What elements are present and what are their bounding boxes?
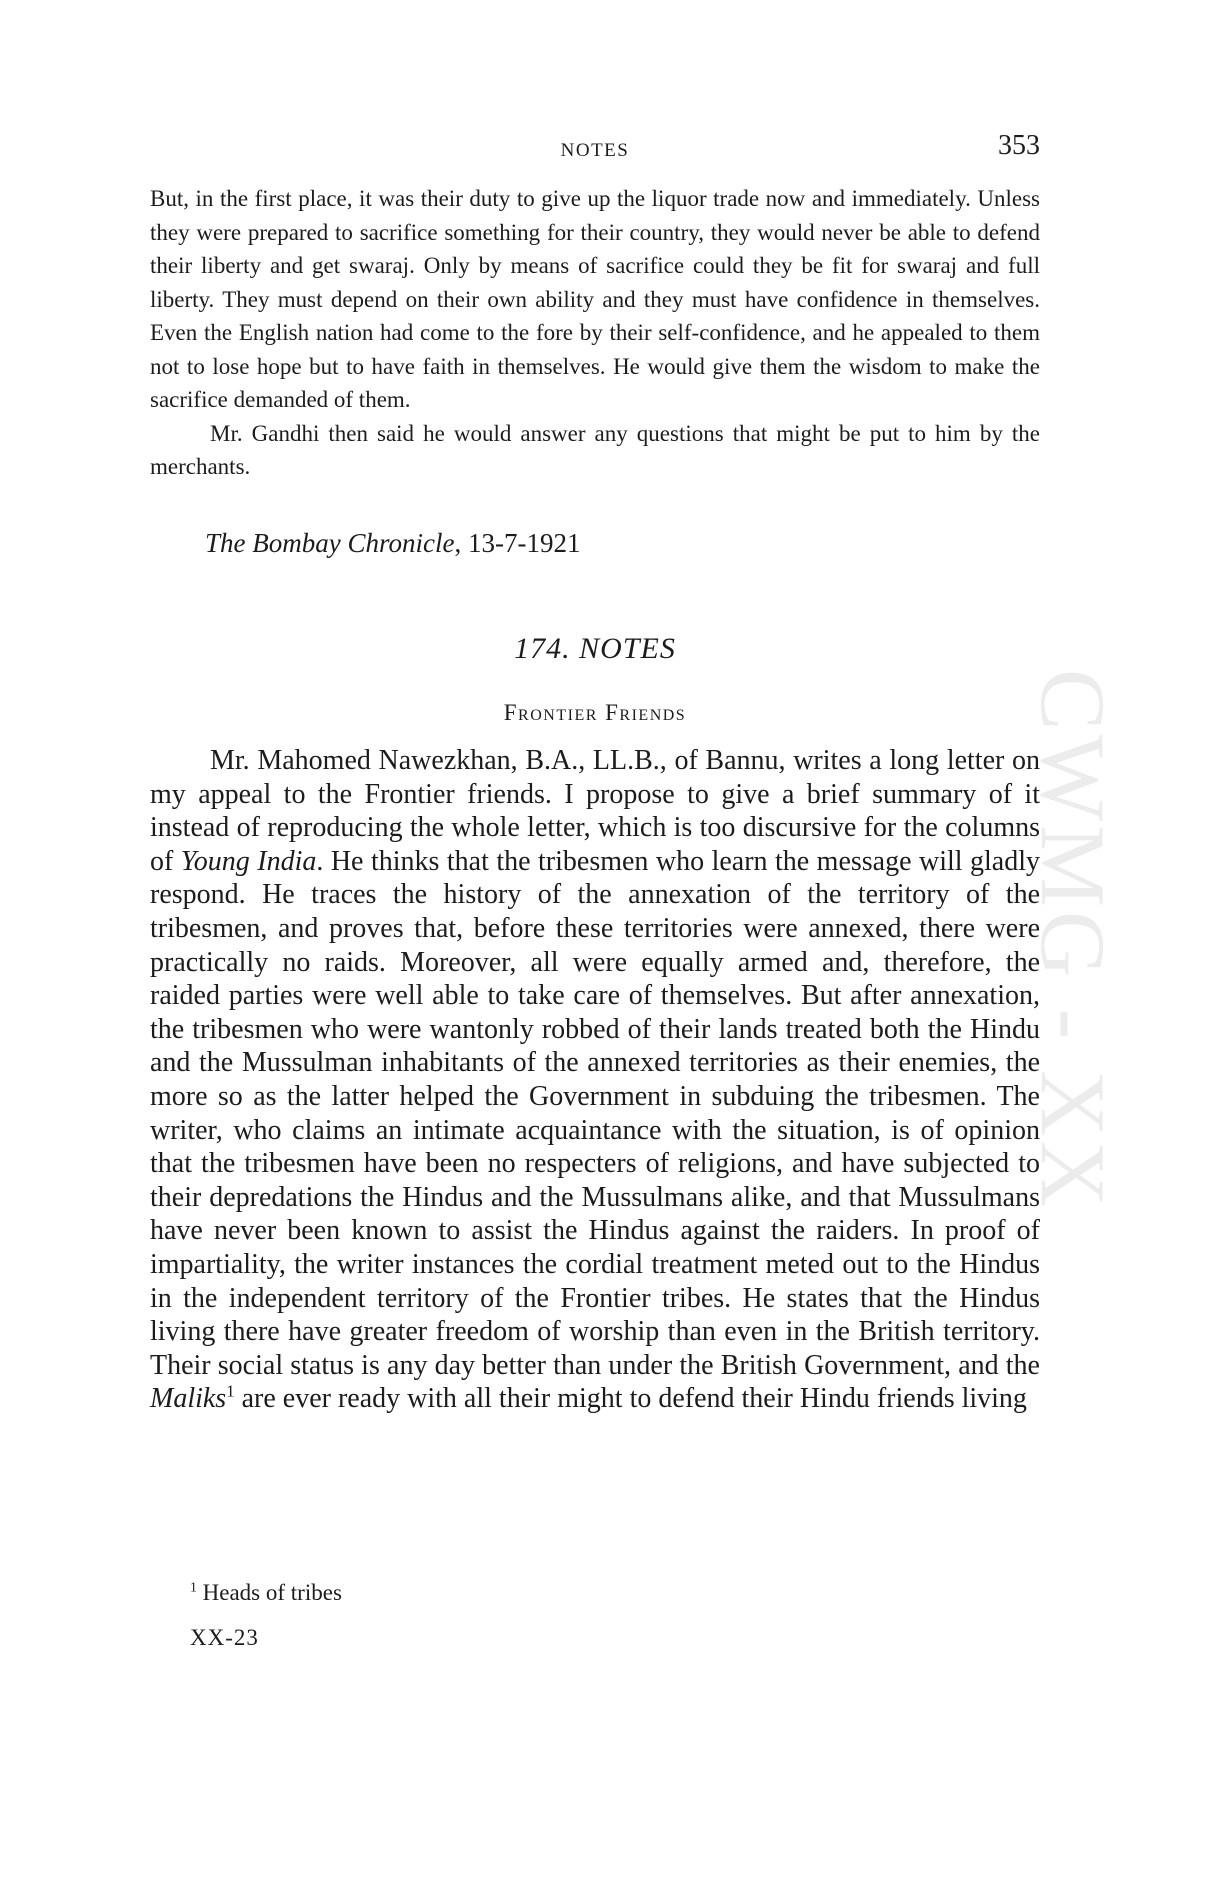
source-citation <box>205 528 905 559</box>
source-date: , 13-7-1921 <box>454 528 581 558</box>
signature-mark: XX-23 <box>190 1625 259 1650</box>
watermark-text: CWMG - XX <box>1022 669 1124 1211</box>
running-head <box>150 130 1040 166</box>
footnote-marker: 1 <box>226 1381 235 1401</box>
source-publication: The Bombay Chronicle <box>205 528 455 558</box>
maliks-italic: Maliks <box>150 1383 227 1415</box>
section-title: Frontier Friends <box>503 700 687 725</box>
paragraph-liquor-trade: But, in the first place, it was their duty to give up the liquor trade now and immediately. Unless they were prepared to sacrifice something for their country, they would never be able to defend their liberty and get swaraj. Only by means of sacrifice could they be fit for swaraj and full liberty. They must depend on their own ability and they must have confidence in themselves. Even the English nation had come to the fore by their self-confidence, and he appealed to them not to lose hope but to have faith in themselves. He would give them the wisdom to make the sacrifice demanded of them. <box>150 186 1040 412</box>
article-text-3: are ever ready with all their might to defend their Hindu friends living <box>234 1383 1027 1415</box>
footnote <box>190 1580 342 1606</box>
article-body <box>150 744 1040 1416</box>
article-paragraph <box>150 744 1040 1416</box>
page-number: 353 <box>998 130 1040 161</box>
top-text-block <box>150 182 1040 484</box>
article-text-1: Mr. Mahomed Nawezkhan, B.A., LL.B., of Bannu, writes a long letter on my appeal to the Frontier friends. I propose to give a brief summary of it instead of reproducing the whole letter, which is too discursive for the columns of <box>150 745 1040 877</box>
article-title: 174. NOTES <box>514 632 676 665</box>
paragraph-questions: Mr. Gandhi then said he would answer any questions that might be put to him by the merchants. <box>150 420 1040 479</box>
running-title: NOTES <box>560 140 630 161</box>
footnote-text: Heads of tribes <box>196 1580 342 1605</box>
article-text-2: . He thinks that the tribesmen who learn the message will gladly respond. He traces the history of the annexation of the territory of the tribesmen, and proves that, before these territories were annexed, there were practically no raids. Moreover, all were equally armed and, therefore, the raided parties were well able to take care of themselves. But after annexation, the tribesmen who were wantonly robbed of their lands treated both the Hindu and the Mussulman inhabitants of the annexed territories as their enemies, the more so as the latter helped the Government in subduing the tribesmen. The writer, who claims an intimate acquaintance with the situation, is of opinion that the tribesmen have been no respecters of religions, and have subjected to their depredations the Hindus and the Mussulmans alike, and that Mussulmans have never been known to assist the Hindus against the raiders. In proof of impartiality, the writer instances the cordial treatment meted out to the Hindus in the independent territory of the Frontier tribes. He states that the Hindus living there have greater freedom of worship than even in the British territory. Their social status is any day better than under the British Government, and the <box>150 845 1041 1381</box>
footnote-number: 1 <box>190 1579 197 1595</box>
publication-name-italic: Young India <box>180 845 317 877</box>
